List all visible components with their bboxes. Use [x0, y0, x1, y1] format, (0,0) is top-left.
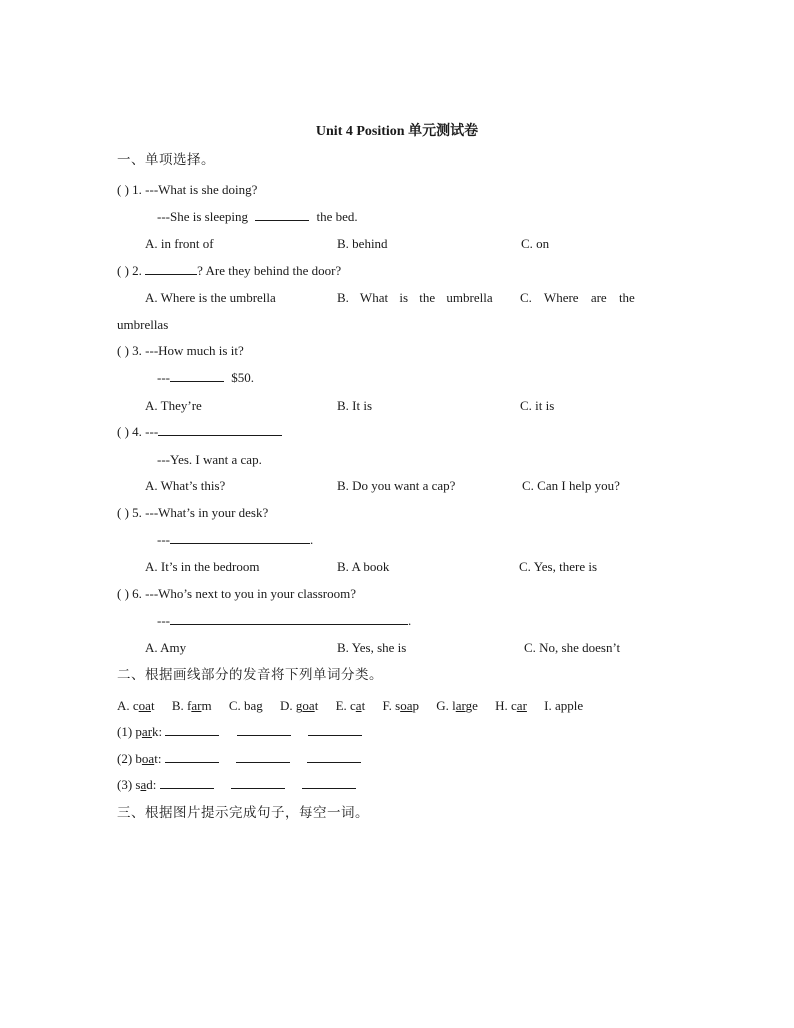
q1-option-c: C. on — [521, 236, 550, 251]
q4-stem — [117, 424, 282, 440]
q1-option-b: B. behind — [337, 236, 388, 251]
q2-answer-blank[interactable] — [145, 263, 197, 275]
sort-row-1-blank-1[interactable] — [165, 724, 219, 736]
q1-line2 — [157, 209, 358, 225]
word-list — [117, 698, 597, 714]
sort-row-2-blank-2[interactable] — [236, 751, 290, 763]
q2-option-c-continued: umbrellas — [117, 317, 169, 332]
q5-option-c: C. Yes, there is — [519, 559, 598, 574]
q2-stem-suffix: ? Are they behind the door? — [197, 263, 342, 278]
section2-heading: 二、根据画线部分的发音将下列单词分类。 — [117, 667, 383, 683]
sort-row-3-blank-2[interactable] — [231, 777, 285, 789]
q3-line2-suffix: $50. — [231, 370, 254, 385]
q2-option-a: A. Where is the umbrella — [145, 290, 276, 305]
word-i: I. apple — [544, 698, 584, 713]
section3-heading: 三、根据图片提示完成句子，每空一词。 — [117, 805, 369, 821]
sort-row-2-blank-3[interactable] — [307, 751, 361, 763]
sort-row-1-label: (1) park: — [117, 724, 163, 739]
sort-row-1-blank-3[interactable] — [308, 724, 362, 736]
sort-row-2-label: (2) boat: — [117, 751, 162, 766]
q3-answer-blank[interactable] — [170, 370, 224, 382]
q4-line2: ---Yes. I want a cap. — [157, 452, 262, 467]
q6-option-a: A. Amy — [145, 640, 187, 655]
word-b: B. farm — [171, 698, 212, 713]
q4-answer-blank[interactable] — [158, 424, 282, 436]
q4-option-c: C. Can I help you? — [522, 478, 620, 493]
word-a: A. coat — [117, 698, 155, 713]
q4-stem-prefix: ( ) 4. --- — [117, 424, 159, 439]
word-e: E. cat — [335, 698, 366, 713]
word-d: D. goat — [280, 698, 319, 713]
q1-stem: ( ) 1. ---What is she doing? — [117, 182, 258, 197]
sort-row-2 — [117, 751, 375, 767]
q6-line2-suffix: . — [408, 613, 412, 628]
q1-line2-suffix: the bed. — [316, 209, 358, 224]
q2-option-c: C. Where are the — [520, 290, 635, 305]
q3-option-a: A. They’re — [145, 398, 202, 413]
q6-line2 — [157, 613, 411, 629]
page-title: Unit 4 Position 单元测试卷 — [315, 124, 479, 139]
q3-line2-prefix: --- — [157, 370, 170, 385]
word-f: F. soap — [382, 698, 419, 713]
q5-stem: ( ) 5. ---What’s in your desk? — [117, 505, 269, 520]
q5-line2 — [157, 532, 313, 548]
sort-row-3 — [117, 777, 370, 793]
q4-option-b: B. Do you want a cap? — [337, 478, 456, 493]
q3-line2 — [157, 370, 254, 386]
q6-answer-blank[interactable] — [170, 613, 408, 625]
q1-option-a: A. in front of — [145, 236, 214, 251]
q5-answer-blank[interactable] — [170, 532, 310, 544]
q6-option-b: B. Yes, she is — [337, 640, 407, 655]
q3-stem: ( ) 3. ---How much is it? — [117, 343, 244, 358]
sort-row-3-blank-1[interactable] — [160, 777, 214, 789]
q1-answer-blank[interactable] — [255, 209, 309, 221]
q5-option-b: B. A book — [337, 559, 390, 574]
word-g: G. large — [436, 698, 478, 713]
sort-row-3-label: (3) sad: — [117, 777, 157, 792]
section1-heading: 一、单项选择。 — [117, 152, 215, 168]
sort-row-2-blank-1[interactable] — [165, 751, 219, 763]
sort-row-3-blank-3[interactable] — [302, 777, 356, 789]
q1-line2-prefix: ---She is sleeping — [157, 209, 248, 224]
q6-line2-prefix: --- — [157, 613, 170, 628]
q5-option-a: A. It’s in the bedroom — [145, 559, 260, 574]
sort-row-1-blank-2[interactable] — [237, 724, 291, 736]
q5-line2-prefix: --- — [157, 532, 170, 547]
q6-stem: ( ) 6. ---Who’s next to you in your classroom? — [117, 586, 357, 601]
q6-option-c: C. No, she doesn’t — [524, 640, 621, 655]
q2-stem-prefix: ( ) 2. — [117, 263, 142, 278]
q5-line2-suffix: . — [310, 532, 314, 547]
q3-option-c: C. it is — [520, 398, 555, 413]
q2-stem — [117, 263, 341, 279]
q4-option-a: A. What’s this? — [145, 478, 226, 493]
word-c: C. bag — [228, 698, 263, 713]
word-h: H. car — [495, 698, 527, 713]
q2-option-b: B. What is the umbrella — [337, 290, 493, 305]
q3-option-b: B. It is — [337, 398, 373, 413]
sort-row-1 — [117, 724, 376, 740]
